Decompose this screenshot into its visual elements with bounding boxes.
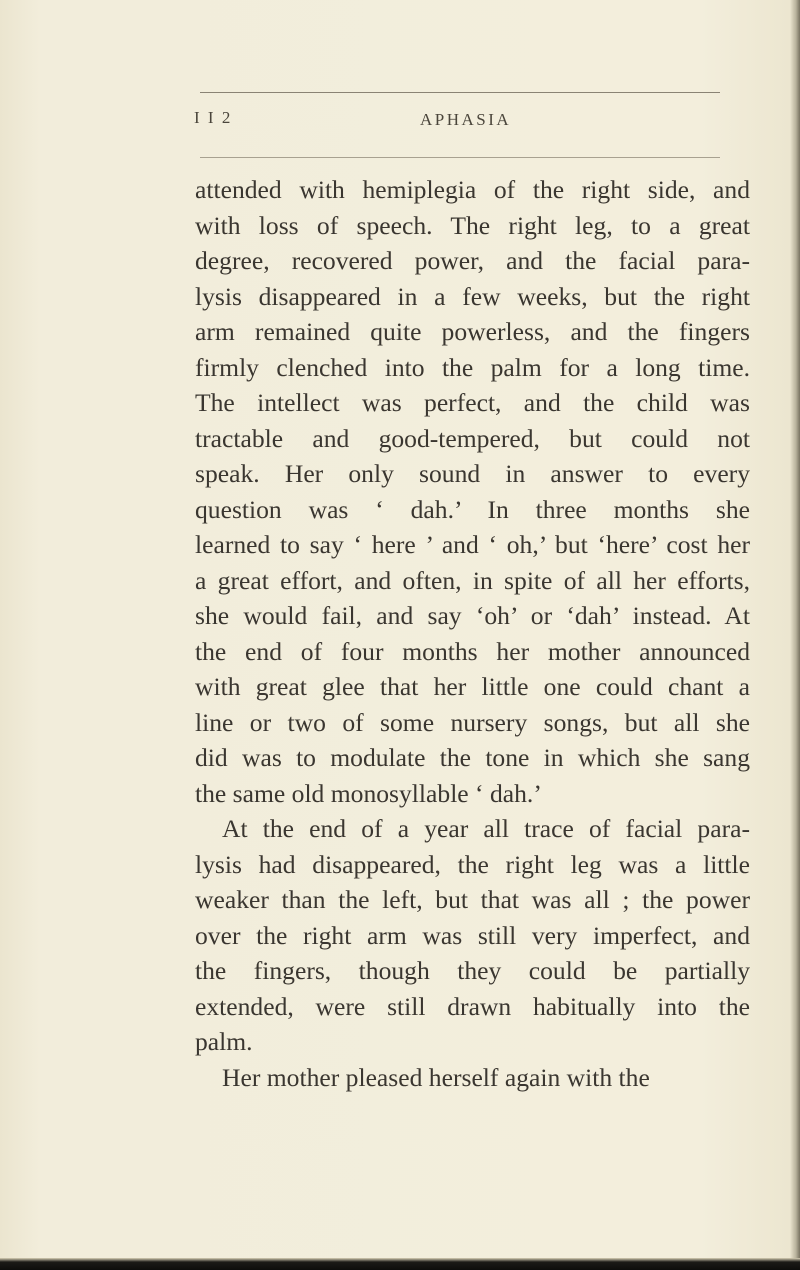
text-line: lysis had disappeared, the right leg was a little <box>195 849 750 879</box>
text-line: did was to modulate the tone in which she sang <box>195 743 750 772</box>
text-line: with loss of speech. The right leg, to a great <box>195 210 750 240</box>
text-line: speak. Her only sound in answer to every <box>195 459 750 488</box>
text-line: question was ‘ dah.’ In three months she <box>195 494 750 524</box>
page-edge-shadow <box>790 0 800 1270</box>
text-line: attended with hemiplegia of the right side, and <box>195 175 750 204</box>
text-line: The intellect was perfect, and the child was <box>195 388 750 417</box>
text-line: palm. <box>195 1027 253 1056</box>
page-number: I I 2 <box>194 108 233 127</box>
header-rule-bottom <box>200 157 720 158</box>
text-line: the fingers, though they could be partially <box>195 956 750 985</box>
text-line: with great glee that her little one could chant a <box>195 672 750 701</box>
text-line: Her mother pleased herself again with the <box>222 1062 650 1092</box>
header-rule-top <box>200 92 720 93</box>
text-line: the end of four months her mother announced <box>195 636 750 666</box>
text-line: she would fail, and say ‘oh’ or ‘dah’ instead. At <box>195 601 750 630</box>
text-line: degree, recovered power, and the facial para- <box>195 246 750 275</box>
running-head: APHASIA <box>420 110 512 129</box>
text-line: weaker than the left, but that was all ; the power <box>195 885 750 914</box>
text-line: learned to say ‘ here ’ and ‘ oh,’ but ‘here’ cost her <box>195 530 750 559</box>
text-line: tractable and good-tempered, but could not <box>195 423 750 453</box>
text-line: over the right arm was still very imperfect, and <box>195 920 750 950</box>
text-line: a great effort, and often, in spite of all her efforts, <box>195 565 750 595</box>
page-bottom-edge <box>0 1258 800 1270</box>
body-text <box>195 172 750 1095</box>
text-line: arm remained quite powerless, and the fingers <box>195 317 750 346</box>
text-line: the same old monosyllable ‘ dah.’ <box>195 778 542 808</box>
text-line: firmly clenched into the palm for a long time. <box>195 352 750 382</box>
text-line: lysis disappeared in a few weeks, but the right <box>195 281 750 311</box>
text-line: extended, were still drawn habitually into the <box>195 991 750 1021</box>
text-line: line or two of some nursery songs, but all she <box>195 707 750 737</box>
text-line: At the end of a year all trace of facial para- <box>222 814 750 843</box>
